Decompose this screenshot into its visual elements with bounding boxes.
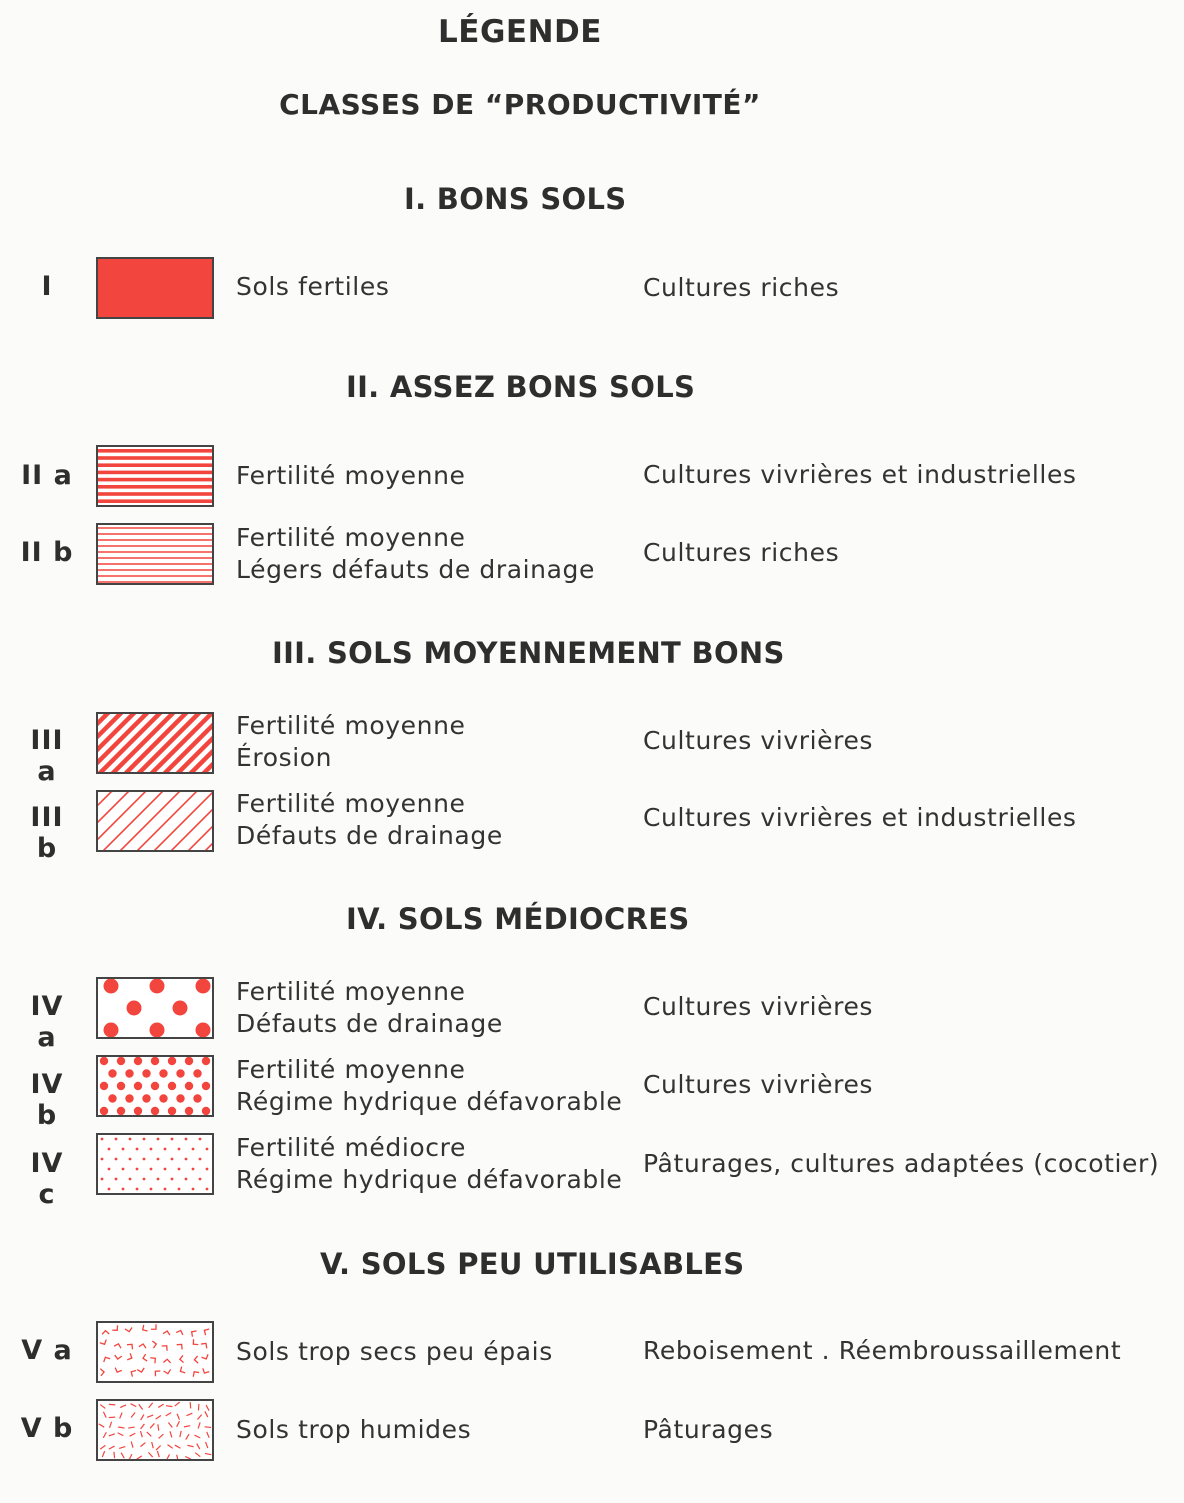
class-description: Fertilité moyenne Défauts de drainage (236, 977, 503, 1038)
class-code-IVa: IV a (30, 991, 64, 1053)
class-description: Fertilité médiocre Régime hydrique défavorable (236, 1133, 623, 1194)
section-heading-3: III. SOLS MOYENNEMENT BONS (272, 636, 785, 670)
class-description: Fertilité moyenne Érosion (236, 711, 466, 772)
class-land-use: Cultures vivrières et industrielles (643, 460, 1077, 489)
class-code-I: I (41, 271, 53, 302)
class-code-IIa: II a (21, 460, 73, 491)
swatch-thick-diagonal-lines (96, 712, 214, 774)
swatch-thin-diagonal-lines (96, 790, 214, 852)
swatch-small-dots (96, 1133, 214, 1195)
class-description: Fertilité moyenne Régime hydrique défavorable (236, 1055, 623, 1116)
swatch-thick-horizontal-lines (96, 445, 214, 507)
section-heading-2: II. ASSEZ BONS SOLS (346, 370, 696, 404)
class-description: Sols trop humides (236, 1415, 472, 1444)
class-land-use: Cultures vivrières et industrielles (643, 803, 1077, 832)
class-land-use: Cultures riches (643, 273, 840, 302)
class-code-IIb: II b (20, 537, 74, 568)
class-description: Sols fertiles (236, 272, 390, 301)
class-land-use: Pâturages (643, 1415, 774, 1444)
class-code-IVb: IV b (30, 1069, 64, 1131)
swatch-medium-dots (96, 1055, 214, 1117)
section-heading-4: IV. SOLS MÉDIOCRES (346, 902, 690, 936)
swatch-large-dots (96, 977, 214, 1039)
class-code-IIIb: III b (30, 802, 64, 864)
class-description: Fertilité moyenne Défauts de drainage (236, 789, 503, 850)
class-code-IVc: IV c (30, 1148, 64, 1210)
class-code-Va: V a (21, 1335, 73, 1366)
class-land-use: Cultures riches (643, 538, 840, 567)
class-code-IIIa: III a (30, 725, 64, 787)
legend-subtitle: CLASSES DE “PRODUCTIVITÉ” (279, 88, 761, 121)
class-land-use: Cultures vivrières (643, 726, 874, 755)
class-code-Vb: V b (20, 1413, 74, 1444)
section-heading-1: I. BONS SOLS (404, 182, 627, 216)
class-land-use: Reboisement . Réembroussaillement (643, 1336, 1122, 1365)
class-description: Fertilité moyenne Légers défauts de drainage (236, 523, 595, 584)
section-heading-5: V. SOLS PEU UTILISABLES (320, 1247, 745, 1281)
swatch-solid (96, 257, 214, 319)
swatch-dashes (96, 1399, 214, 1461)
class-land-use: Cultures vivrières (643, 1070, 874, 1099)
class-description: Sols trop secs peu épais (236, 1337, 553, 1366)
class-description: Fertilité moyenne (236, 461, 466, 490)
swatch-thin-horizontal-lines (96, 523, 214, 585)
class-land-use: Cultures vivrières (643, 992, 874, 1021)
legend-title: LÉGENDE (438, 14, 602, 50)
class-land-use: Pâturages, cultures adaptées (cocotier) (643, 1149, 1160, 1178)
swatch-angle-marks (96, 1321, 214, 1383)
